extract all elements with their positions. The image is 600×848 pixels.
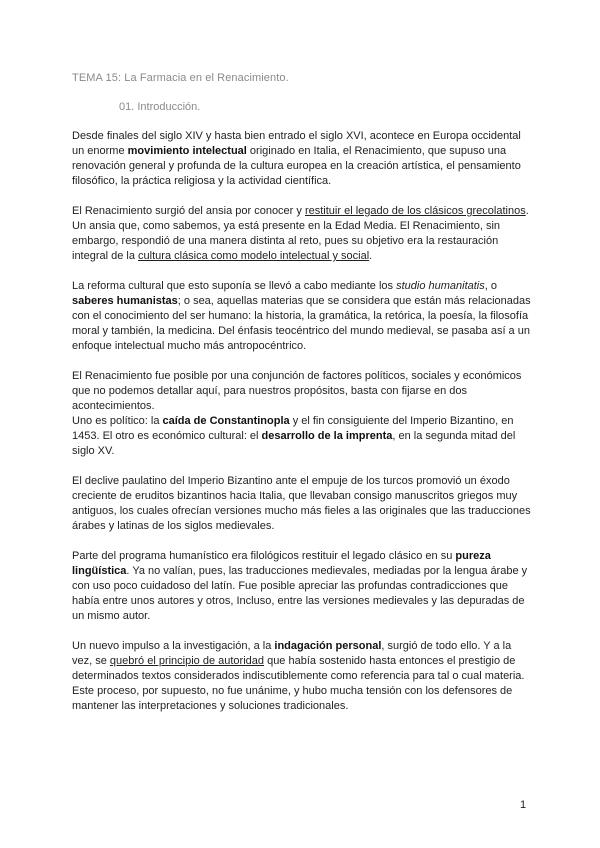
emphasis-caida-constantinopla: caída de Constantinopla xyxy=(162,415,290,427)
paragraph-8: Un nuevo impulso a la investigación, a la indagación personal, surgió de todo ello. Y a la vez, se quebró el principio de autoridad que había sostenido hasta entonces el prestigio de determinados textos considerados indiscutiblemente como referencia para tal o cual materia. Este proceso, por supuesto, no fue unánime, y hubo mucha tensión con los defensores de mantener las interpretaciones y soluciones tradicionales. xyxy=(72,640,525,712)
emphasis-saberes-humanistas: saberes humanistas xyxy=(72,295,178,307)
italic-studio-humanitatis: studio humanitatis xyxy=(396,280,485,292)
paragraph-4: El Renacimiento fue posible por una conjunción de factores políticos, sociales y económicos que no podemos detallar aquí, para nuestros propósitos, basta con fijarse en dos acontecimientos. xyxy=(72,370,522,412)
emphasis-indagacion-personal: indagación personal xyxy=(274,640,382,652)
underline-principio-autoridad: quebró el principio de autoridad xyxy=(109,655,265,667)
emphasis-pureza-linguistica: pureza lingüística xyxy=(72,550,491,577)
paragraph-7: Parte del programa humanístico era filológicos restituir el legado clásico en su pureza lingüística. Ya no valían, pues, las traducciones medievales, mediadas por la lengua árabe y con uso poco cuidadoso del latín. Fue posible apreciar las profundas contradicciones que había entre unos autores y otros, Incluso, entre las versiones medievales y las depuradas de un mismo autor. xyxy=(72,550,528,622)
underline-cultura-clasica: cultura clásica como modelo intelectual y social xyxy=(138,250,370,262)
document-body xyxy=(72,129,532,729)
paragraph-3: La reforma cultural que esto suponía se llevó a cabo mediante los studio humanitatis, o saberes humanistas; o sea, aquellas materias que se considera que están más relacionadas con el conocimiento del ser humano: la historia, la gramática, la retórica, la poesía, la filosofía moral y también, la medicina. Del énfasis teocéntrico del mundo medieval, se pasaba así a un enfoque intelectual mucho más antropocéntrico. xyxy=(72,280,531,352)
document-title: TEMA 15: La Farmacia en el Renacimiento. xyxy=(72,72,289,84)
paragraph-2: El Renacimiento surgió del ansia por conocer y restituir el legado de los clásicos grecolatinos. Un ansia que, como sabemos, ya está presente en la Edad Media. El Renacimiento, sin embargo, respondió de una manera distinta al reto, pues su objetivo era la restauración integral de la cultura clásica como modelo intelectual y social. xyxy=(72,205,529,262)
paragraph-5: Uno es político: la caída de Constantinopla y el fin consiguiente del Imperio Bizantino, en 1453. El otro es económico cultural: el desarrollo de la imprenta, en la segunda mitad del siglo XV. xyxy=(72,415,516,457)
page-number: 1 xyxy=(520,799,527,811)
underline-legado-clasicos: restituir el legado de los clásicos grecolatinos xyxy=(304,205,526,217)
paragraph-6: El declive paulatino del Imperio Bizantino ante el empuje de los turcos promovió un éxodo creciente de eruditos bizantinos hacia Italia, que llevaban consigo manuscritos griegos muy antiguos, los cuales ofrecían versiones mucho más fieles a las originales que las traducciones árabes y latinas de los siglos medievales. xyxy=(72,475,531,532)
emphasis-desarrollo-imprenta: desarrollo de la imprenta xyxy=(261,430,393,442)
emphasis-movimiento-intelectual: movimiento intelectual xyxy=(127,145,247,157)
section-heading: 01. Introducción. xyxy=(119,101,201,113)
paragraph-1: Desde finales del siglo XIV y hasta bien entrado el siglo XVI, acontece en Europa occidental un enorme movimiento intelectual originado en Italia, el Renacimiento, que supuso una renovación general y profunda de la cultura europea en la creación artística, el pensamiento filosófico, la práctica religiosa y la actividad científica. xyxy=(72,130,521,187)
